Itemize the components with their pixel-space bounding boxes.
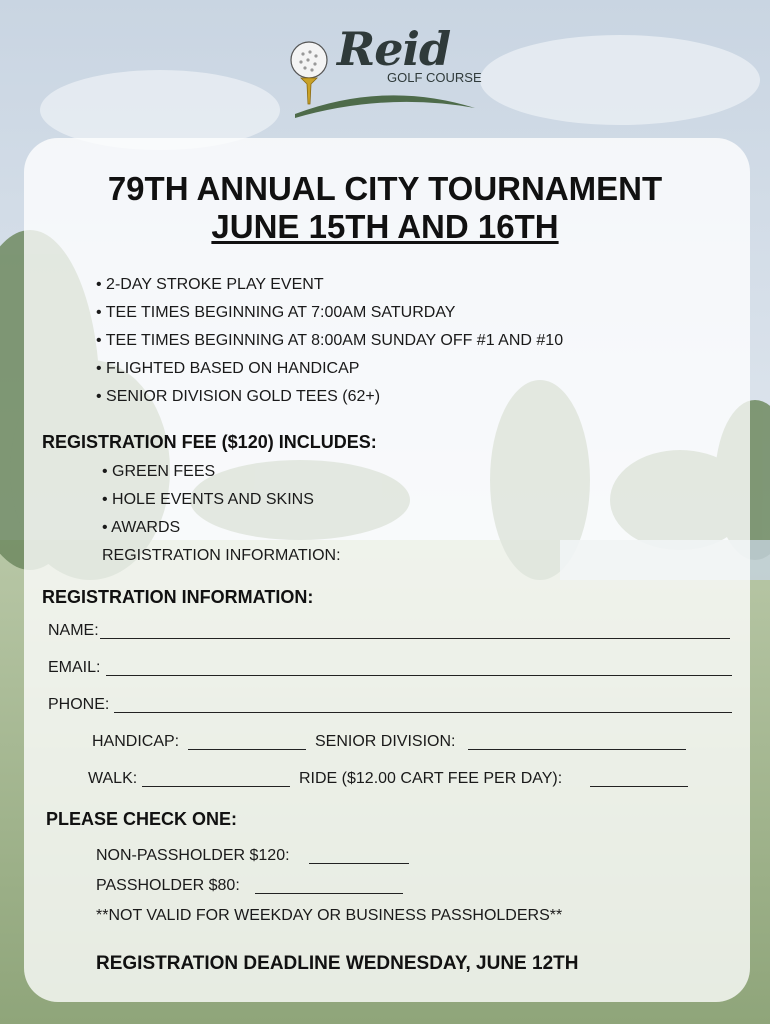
- passholder-field[interactable]: [255, 893, 403, 894]
- list-item: • TEE TIMES BEGINNING AT 7:00AM SATURDAY: [96, 304, 456, 321]
- name-label: NAME:: [48, 622, 99, 639]
- list-item: • TEE TIMES BEGINNING AT 8:00AM SUNDAY OFF #1 AND #10: [96, 332, 564, 349]
- senior-division-label: SENIOR DIVISION:: [315, 733, 456, 750]
- walk-label: WALK:: [88, 770, 138, 787]
- event-dates: JUNE 15TH AND 16TH: [211, 208, 559, 245]
- list-item: • AWARDS: [102, 519, 181, 536]
- logo-wordmark: Reid: [337, 22, 451, 76]
- fee-heading: REGISTRATION FEE ($120) INCLUDES:: [42, 432, 377, 452]
- senior-division-field[interactable]: [468, 749, 686, 750]
- page-title: 79TH ANNUAL CITY TOURNAMENT: [107, 170, 663, 207]
- check-one-heading: PLEASE CHECK ONE:: [46, 809, 238, 829]
- registration-heading: REGISTRATION INFORMATION:: [42, 587, 314, 607]
- list-item: • 2-DAY STROKE PLAY EVENT: [96, 276, 324, 293]
- list-item: • HOLE EVENTS AND SKINS: [102, 491, 314, 508]
- handicap-field[interactable]: [188, 749, 306, 750]
- handicap-label: HANDICAP:: [92, 733, 180, 750]
- email-label: EMAIL:: [48, 659, 101, 676]
- list-item: • FLIGHTED BASED ON HANDICAP: [96, 360, 360, 377]
- fee-trailing-text: REGISTRATION INFORMATION:: [102, 547, 341, 564]
- ride-label: RIDE ($12.00 CART FEE PER DAY):: [299, 770, 563, 787]
- reid-golf-course-logo: [285, 22, 485, 122]
- name-field[interactable]: [100, 638, 730, 639]
- logo-subtitle: GOLF COURSE: [387, 70, 482, 85]
- phone-field[interactable]: [114, 712, 732, 713]
- phone-label: PHONE:: [48, 696, 110, 713]
- passholder-note: **NOT VALID FOR WEEKDAY OR BUSINESS PASSHOLDERS**: [96, 907, 563, 924]
- non-passholder-label: NON-PASSHOLDER $120:: [96, 847, 290, 864]
- content-panel: [24, 138, 750, 1002]
- passholder-label: PASSHOLDER $80:: [96, 877, 240, 894]
- list-item: • GREEN FEES: [102, 463, 216, 480]
- email-field[interactable]: [106, 675, 732, 676]
- list-item: • SENIOR DIVISION GOLD TEES (62+): [96, 388, 381, 405]
- registration-deadline: REGISTRATION DEADLINE WEDNESDAY, JUNE 12TH: [96, 953, 579, 974]
- ride-field[interactable]: [590, 786, 688, 787]
- non-passholder-field[interactable]: [309, 863, 409, 864]
- walk-field[interactable]: [142, 786, 290, 787]
